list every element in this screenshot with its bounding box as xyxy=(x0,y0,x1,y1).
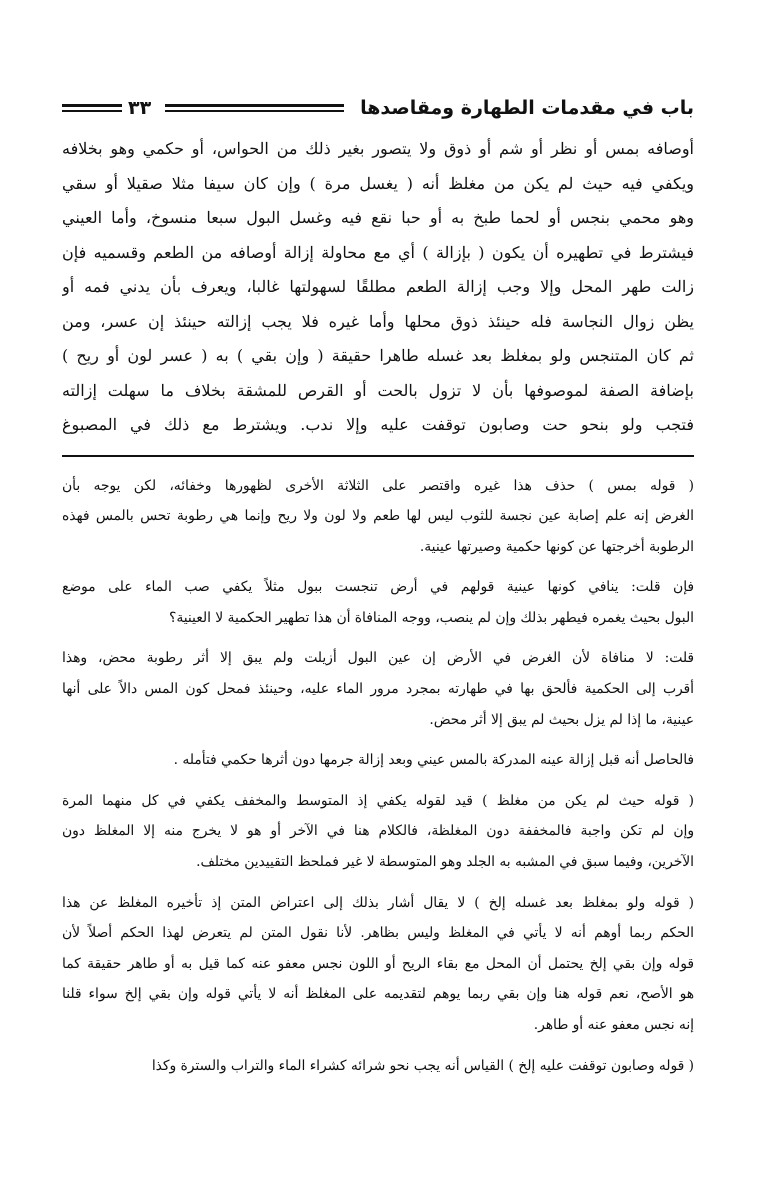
footnote-line: ( قوله وصابون توقفت عليه إلخ ) القياس أنه يجب نحو شرائه كشراء الماء والتراب والسترة وكذا xyxy=(151,1057,694,1074)
main-text-line: بإضافة الصفة لموصوفها بأن لا تزول بالحت أو القرص للمشقة بخلاف ما سهلت إزالته xyxy=(62,380,694,400)
footnote-line: الغرض إنه علم إصابة عين نجسة للثوب ليس لها طعم ولا لون ولا ريح وإنما هي رطوبة تحس بالمس فهذه xyxy=(62,508,694,525)
page-number: ٣٣ xyxy=(128,97,152,119)
main-text-line: ثم كان المتنجس ولو بمغلظ بعد غسله طاهرا حقيقة ( وإن بقي ) به ( عسر لون أو ريح ) xyxy=(62,346,694,365)
main-text-line: ويكفي فيه حيث لم يكن من مغلظ أنه ( يغسل مرة ) وإن كان سيفا مثلا صقيلا أو سقي xyxy=(62,173,694,193)
footnote-line: الآخرين، وفيما سبق في المشبه به الجلد وهو المتوسطة لا غير فملحظ التقييدين مختلف. xyxy=(196,854,694,871)
footnote-line: فإن قلت: ينافي كونها عينية قولهم في أرض تنجست ببول مثلاً يكفي صب الماء على موضع xyxy=(62,579,694,596)
footnote-line: فالحاصل أنه قبل إزالة عينه المدركة بالمس عيني وبعد إزالة جرمها دون أثرها حكمي فتأمله . xyxy=(173,752,694,769)
book-page xyxy=(62,88,694,1091)
main-text-line: فتجب ولو بنحو حت وصابون توقفت عليه وإلا ندب. ويشترط مع ذلك في المصبوغ xyxy=(62,415,694,434)
footnote-paragraph xyxy=(62,888,694,1041)
chapter-title: باب في مقدمات الطهارة ومقاصدها xyxy=(360,97,694,119)
main-text-line: زالت طهر المحل وإلا وجب إزالة الطعم مطلقًا لسهولتها غالبا، ويعرف بأن يدني فمه أو xyxy=(62,277,694,296)
main-text-line: يظن زوال النجاسة فله حينئذ ذوق محلها وأما غيره فلا يجب إزالته حينئذ إن عسر، ومن xyxy=(62,311,694,331)
footnote-line: أقرب إلى الحكمية فألحق بها في طهارته بمجرد مرور الماء عليه، وحينئذ فمحل كون المس دالاً على أنها xyxy=(62,681,694,698)
footnote-paragraph xyxy=(62,1051,694,1082)
footnote-paragraph xyxy=(62,471,694,563)
main-text-line: وهو محمي بنجس أو لحما طبخ به أو حبا نقع فيه وغسل البول سبعا منسوخ، وأما العيني xyxy=(62,208,694,227)
main-text-block xyxy=(62,132,694,443)
footnote-line: وإن لم تكن واجبة فالمخففة دون المغلظة، فالكلام هنا في الآخر أو هو لا يخرج منه إلا المغلظ دون xyxy=(62,823,694,840)
header-rule-short xyxy=(62,104,122,112)
running-header xyxy=(62,88,694,128)
footnote-line: إنه نجس معفو عنه أو طاهر. xyxy=(533,1017,694,1033)
footnote-line: قوله وإن بقي إلخ يحتمل أن المحل مع بقاء الريح أو اللون نجس معفو عنه كما قيل به أو طاهر حقيقة كما xyxy=(62,955,694,972)
footnote-line: هو الأصح، نعم قوله هنا وإن بقي ربما يوهم لتقديمه على المغلظ أنه لا يأتي قوله وإن بقي إلخ سواء قلنا xyxy=(62,986,694,1003)
footnote-line: عينية، ما إذا لم يزل بحيث لم يبق إلا أثر محض. xyxy=(429,711,694,728)
footnote-paragraph xyxy=(62,572,694,633)
footnote-line: البول بحيث يغمره فيطهر بذلك وإن لم ينصب، ووجه المنافاة أن هذا تطهير الحكمية لا العينية؟ xyxy=(169,609,694,626)
footnote-paragraph xyxy=(62,643,694,735)
footnote-line: ( قوله ولو بمغلظ بعد غسله إلخ ) لا يقال أشار بذلك إلى اعتراض المتن إذ تأخيره المغلظ عن هذا xyxy=(62,894,694,911)
main-text-line: فيشترط في تطهيره أن يكون ( بإزالة ) أي مع محاولة إزالة أوصافه من الطعم وقسميه فإن xyxy=(62,242,694,262)
footnote-paragraph xyxy=(62,745,694,776)
footnote-divider xyxy=(62,455,694,457)
main-text-line: أوصافه بمس أو نظر أو شم أو ذوق ولا يتصور بغير ذلك من الحواس، أو حكمي وهو بخلافه xyxy=(62,139,694,158)
footnote-paragraph xyxy=(62,786,694,878)
footnote-line: الرطوبة أخرجتها عن كونها حكمية وصيرتها عينية. xyxy=(419,538,694,555)
header-rule-long xyxy=(165,104,344,112)
footnotes-block xyxy=(62,471,694,1082)
footnote-line: ( قوله حيث لم يكن من مغلظ ) قيد لقوله يكفي إذ المتوسط والمخفف يكفي في كل منهما المرة xyxy=(62,792,694,809)
footnote-line: الحكم ربما أوهم أنه لا يأتي في المغلظ وليس بظاهر. لأنا نقول المتن لم يتعرض لهذا الحكم أصلاً لأن xyxy=(62,925,694,942)
footnote-line: قلت: لا منافاة لأن الغرض في الأرض إن عين البول أزيلت ولم يبق إلا أثر رطوبة محض، وهذا xyxy=(62,650,694,667)
footnote-line: ( قوله بمس ) حذف هذا غيره واقتصر على الثلاثة الأخرى لظهورها وخفائه، لكن يوجه بأن xyxy=(62,477,694,494)
